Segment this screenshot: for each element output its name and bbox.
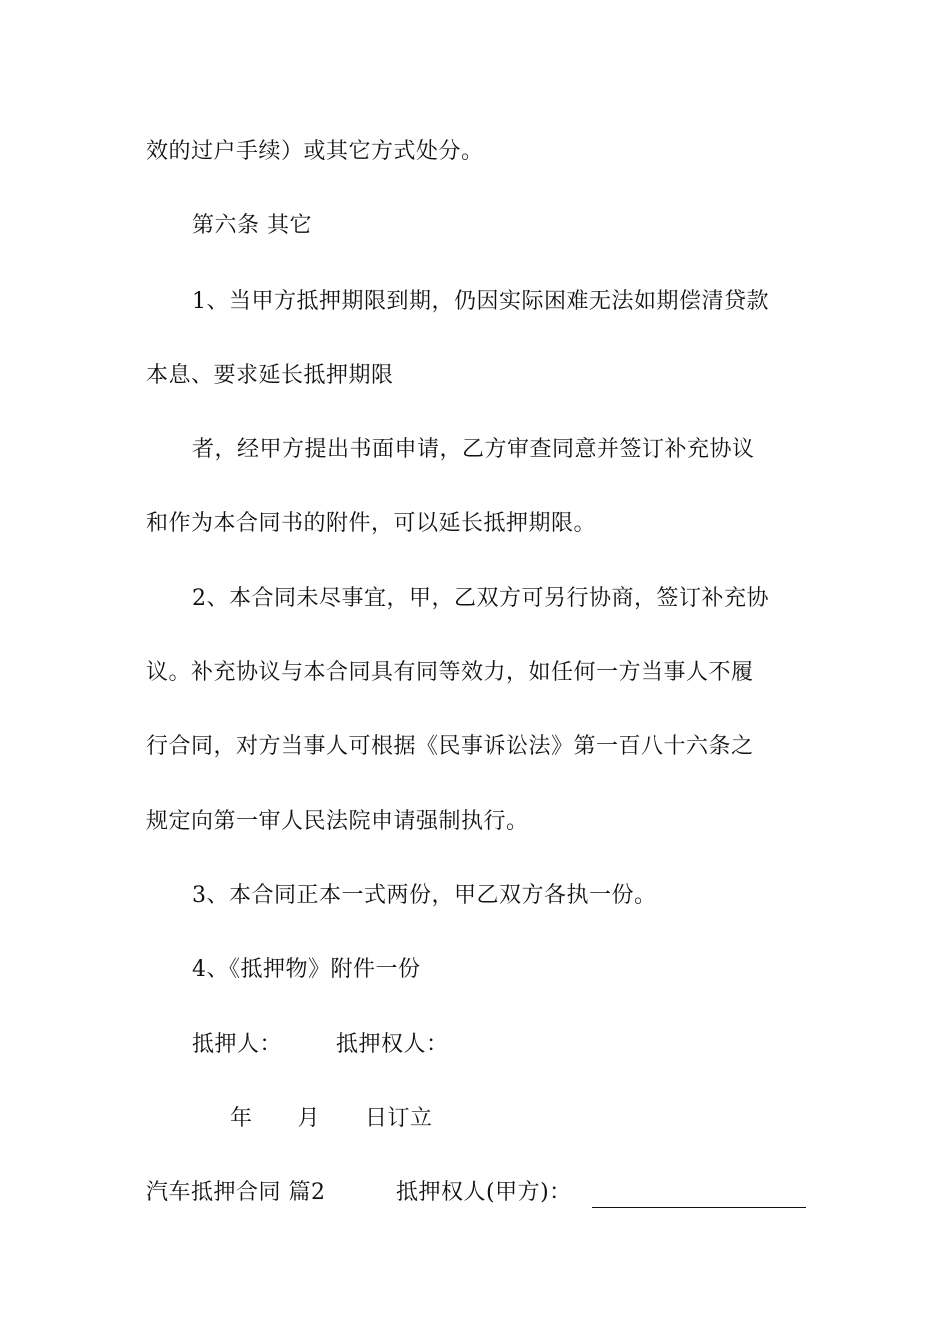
paragraph-line: 规定向第一审人民法院申请强制执行。 [146,809,529,834]
signature-blank-line [592,1207,806,1208]
paragraph-line: 议。补充协议与本合同具有同等效力，如任何一方当事人不履 [146,660,754,685]
paragraph-line: 3、本合同正本一式两份，甲乙双方各执一份。 [192,883,657,908]
mortgagee-party-label: 抵押权人(甲方)： [396,1180,572,1205]
paragraph-line: 行合同，对方当事人可根据《民事诉讼法》第一百八十六条之 [146,734,754,759]
paragraph-line: 2、本合同未尽事宜，甲，乙双方可另行协商，签订补充协 [192,586,769,611]
next-contract-title: 汽车抵押合同 篇2 [146,1180,326,1205]
paragraph-line: 效的过户手续）或其它方式处分。 [146,139,484,164]
paragraph-line: 4、《抵押物》附件一份 [192,957,421,982]
signing-date-line: 年 月 日订立 [230,1106,433,1131]
mortgagee-signature-label: 抵押权人： [336,1032,449,1057]
paragraph-line: 和作为本合同书的附件，可以延长抵押期限。 [146,511,597,536]
mortgagor-signature-label: 抵押人： [192,1032,283,1057]
paragraph-line: 本息、要求延长抵押期限 [146,363,394,388]
paragraph-line: 1、当甲方抵押期限到期，仍因实际困难无法如期偿清贷款 [192,289,769,314]
paragraph-line: 者，经甲方提出书面申请，乙方审查同意并签订补充协议 [192,437,755,462]
section-heading: 第六条 其它 [192,213,312,238]
